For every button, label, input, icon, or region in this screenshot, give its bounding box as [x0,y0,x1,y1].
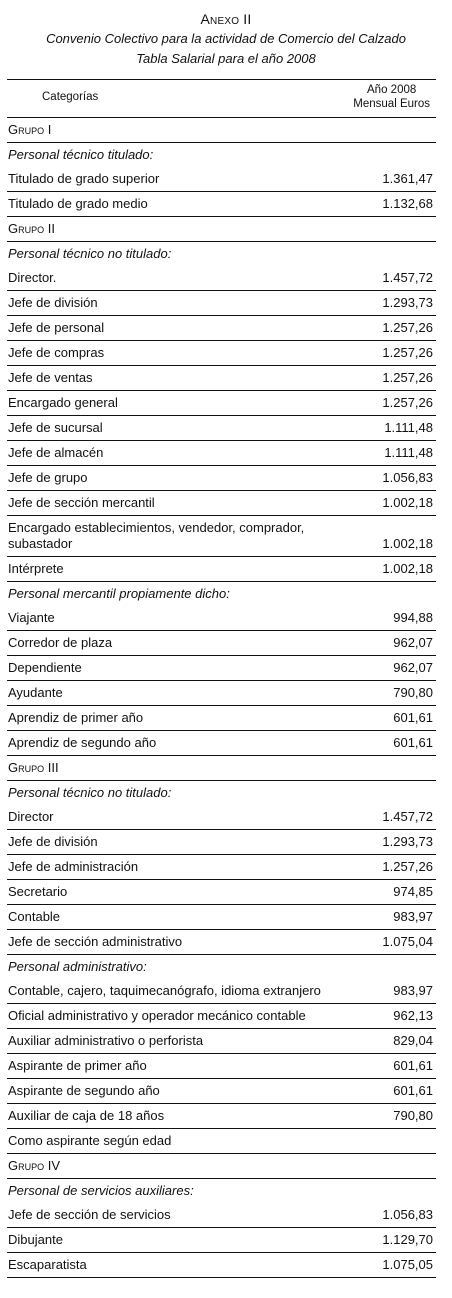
row-label: Auxiliar administrativo o perforista [8,1033,204,1048]
row-value: 983,97 [393,983,433,998]
row-value: 1.002,18 [382,495,433,510]
row-label: Encargado general [8,395,118,410]
table-row [7,291,436,316]
table-row [7,341,436,366]
document-subtitle: Convenio Colectivo para la actividad de Comercio del Calzado [46,31,406,46]
table-row [7,491,436,516]
row-label: Como aspirante según edad [8,1133,172,1148]
row-value: 962,13 [393,1008,433,1023]
table-row [7,979,436,1004]
row-label: Jefe de sucursal [8,420,103,435]
section-row [7,955,436,979]
table-row [7,1004,436,1029]
group-row [7,1154,436,1179]
table-row [7,516,436,557]
row-value: 1.457,72 [382,809,433,824]
row-label: Viajante [8,610,55,625]
row-label: Encargado establecimientos, vendedor, comprador, subastador [8,520,305,551]
row-value: 1.361,47 [382,171,433,186]
section-row [7,143,436,167]
row-label: Jefe de ventas [8,370,93,385]
row-value: 1.293,73 [382,834,433,849]
row-label: Aspirante de primer año [8,1058,147,1073]
salary-table [7,79,436,1278]
row-value: 790,80 [393,1108,433,1123]
row-value: 1.293,73 [382,295,433,310]
table-row [7,366,436,391]
row-value: 601,61 [393,1083,433,1098]
table-row [7,805,436,830]
annex-title: Anexo II [200,11,252,27]
table-row [7,1228,436,1253]
table-row [7,192,436,217]
row-value: 1.257,26 [382,395,433,410]
table-row [7,466,436,491]
table-row [7,1029,436,1054]
row-label: Personal mercantil propiamente dicho: [8,586,230,601]
table-row [7,656,436,681]
section-row [7,781,436,805]
table-row [7,930,436,955]
row-value: 1.075,04 [382,934,433,949]
row-label: Escaparatista [8,1257,87,1272]
row-label: Grupo III [8,760,59,775]
group-row [7,118,436,143]
row-label: Oficial administrativo y operador mecánico contable [8,1008,306,1023]
column-header-value [353,83,430,111]
row-label: Jefe de sección administrativo [8,934,183,949]
table-row [7,905,436,930]
row-value: 962,07 [393,635,433,650]
row-label: Jefe de grupo [8,470,88,485]
row-label: Director. [8,270,57,285]
row-label: Contable [8,909,61,924]
table-row [7,855,436,880]
row-value: 601,61 [393,1058,433,1073]
row-label: Grupo I [8,122,52,137]
table-row [7,830,436,855]
table-row [7,606,436,631]
table-row [7,441,436,466]
group-row [7,217,436,242]
row-value: 1.132,68 [382,196,433,211]
row-value: 983,97 [393,909,433,924]
row-label: Auxiliar de caja de 18 años [8,1108,165,1123]
row-label: Jefe de sección mercantil [8,495,155,510]
row-label: Jefe de personal [8,320,105,335]
table-row [7,416,436,441]
row-label: Dependiente [8,660,82,675]
table-row [7,1253,436,1278]
row-value: 1.129,70 [382,1232,433,1247]
table-row [7,557,436,582]
table-row [7,880,436,905]
section-row [7,582,436,606]
row-label: Personal técnico no titulado: [8,785,172,800]
row-label: Jefe de administración [8,859,139,874]
table-row [7,266,436,291]
row-value: 601,61 [393,710,433,725]
table-row [7,1129,436,1154]
section-row [7,1179,436,1203]
table-row [7,167,436,192]
row-label: Jefe de sección de servicios [8,1207,171,1222]
row-value: 1.056,83 [382,470,433,485]
row-value: 1.111,48 [384,420,433,435]
section-row [7,242,436,266]
row-value: 974,85 [393,884,433,899]
row-label: Aspirante de segundo año [8,1083,160,1098]
row-label: Grupo IV [8,1158,61,1173]
row-value: 1.002,18 [382,536,433,551]
row-label: Personal administrativo: [8,959,147,974]
row-label: Corredor de plaza [8,635,113,650]
row-label: Jefe de compras [8,345,105,360]
row-value: 790,80 [393,685,433,700]
row-label: Contable, cajero, taquimecanógrafo, idioma extranjero [8,983,321,998]
table-body [7,118,436,1278]
row-value: 829,04 [393,1033,433,1048]
row-value: 962,07 [393,660,433,675]
row-label: Jefe de división [8,295,98,310]
table-row [7,1054,436,1079]
table-row [7,1203,436,1228]
row-label: Personal técnico no titulado: [8,246,172,261]
row-label: Personal de servicios auxiliares: [8,1183,194,1198]
row-label: Ayudante [8,685,63,700]
table-row [7,1079,436,1104]
row-value: 1.075,05 [382,1257,433,1272]
row-label: Jefe de división [8,834,98,849]
row-label: Grupo II [8,221,55,236]
table-row [7,706,436,731]
row-value: 1.457,72 [382,270,433,285]
row-label: Secretario [8,884,68,899]
row-label: Dibujante [8,1232,63,1247]
row-label: Jefe de almacén [8,445,104,460]
row-value: 994,88 [393,610,433,625]
row-label: Intérprete [8,561,64,576]
row-label: Director [8,809,54,824]
row-value: 601,61 [393,735,433,750]
row-value: 1.056,83 [382,1207,433,1222]
row-value: 1.257,26 [382,320,433,335]
column-header-value-line1: Año 2008 [367,84,417,96]
column-header-category: Categorías [42,91,99,103]
group-row [7,756,436,781]
row-value: 1.111,48 [384,445,433,460]
row-label: Aprendiz de primer año [8,710,144,725]
table-row [7,631,436,656]
table-row [7,731,436,756]
table-row [7,1104,436,1129]
row-value: 1.002,18 [382,561,433,576]
row-label: Titulado de grado medio [8,196,148,211]
column-header-value-line2: Mensual Euros [353,98,430,110]
row-label: Aprendiz de segundo año [8,735,157,750]
table-row [7,681,436,706]
table-header [7,79,436,118]
row-value: 1.257,26 [382,370,433,385]
row-label: Personal técnico titulado: [8,147,154,162]
row-label: Titulado de grado superior [8,171,160,186]
table-title: Tabla Salarial para el año 2008 [136,51,316,66]
table-row [7,391,436,416]
row-value: 1.257,26 [382,859,433,874]
table-row [7,316,436,341]
row-value: 1.257,26 [382,345,433,360]
